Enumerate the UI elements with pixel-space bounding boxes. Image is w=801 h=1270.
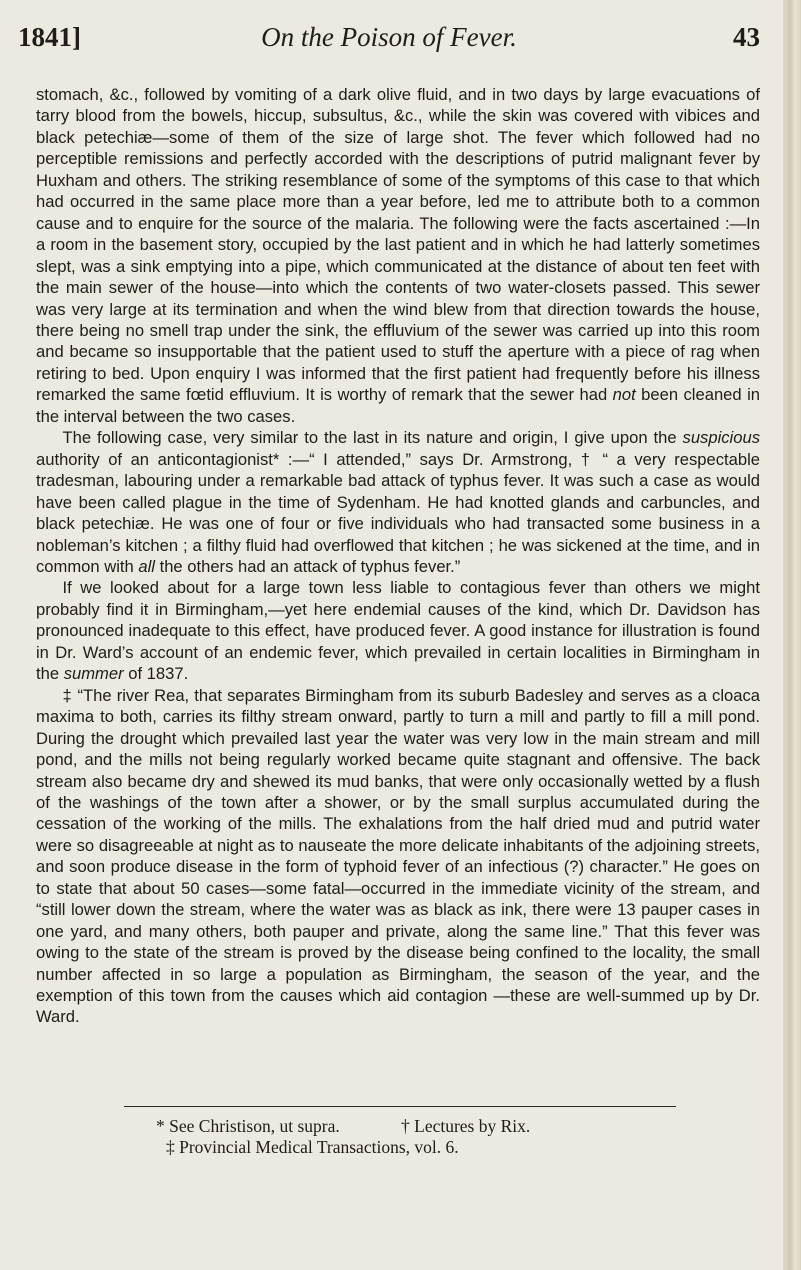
text-run: If we looked about for a large town less liable to contagious fever than others we might probably find it in Birmingham,—yet here endemial causes of the kind, which Dr. Davidson has pronounced inadequate to this effect, have produced fever. A good instance for illustration is found in Dr. Ward’s account of an endemic fever, which prevailed in certain localities in Birmingham in the [36, 578, 760, 684]
italic-text: suspicious [682, 428, 760, 448]
italic-text: summer [63, 664, 124, 684]
page-number: 43 [733, 22, 760, 52]
italic-text: not [612, 385, 636, 405]
text-run: The following case, very similar to the last in its nature and origin, I give upon the [62, 428, 683, 448]
footnote-line-2 [36, 1137, 760, 1158]
page-header [18, 22, 760, 66]
paragraph [36, 84, 760, 427]
text-run: authority of an anticontagionist* :—“ I attended,” says Dr. Armstrong, † “ a very respectable tradesman, labouring under a remarkable bad attack of typhus fever. It was such a case as would have been called plague in the time of Sydenham. He had knotted glands and carbuncles, and black petechiæ. He was one of four or five individuals who had transacted some business in a nobleman’s kitchen ; a filthy fluid had overflowed that kitchen ; he was sickened at the time, and in common with [36, 449, 760, 576]
text-run: the others had an attack of typhus fever.” [154, 556, 461, 576]
footnotes [36, 1116, 760, 1158]
paragraph [36, 427, 760, 577]
text-run: of 1837. [123, 664, 189, 684]
footnote-double-dagger: ‡ Provincial Medical Transactions, vol. 6. [166, 1137, 459, 1157]
paragraph [36, 577, 760, 684]
text-run: stomach, &c., followed by vomiting of a dark olive fluid, and in two days by large evacuations of tarry blood from the bowels, hiccup, subsultus, &c., while the skin was covered with vibices and black petechiæ—some of them of the size of large shot. The fever which followed had no perceptible remissions and perfectly accorded with the descriptions of putrid malignant fever by Huxham and others. The striking resemblance of some of the symptoms of this case to that which had occurred in the same place more than a year before, led me to attribute both to a common cause and to enquire for the source of the malaria. The following were the facts ascertained :—In a room in the basement story, occupied by the last patient and in which he had latterly sometimes slept, was a sink emptying into a pipe, which communicated at the distance of about ten feet with the main sewer of the house—into which the contents of two water-closets passed. This sewer was very large at its termination and when the wind blew from that direction towards the house, there being no smell trap under the sink, the effluvium of the sewer was carried up into this room and became so insupportable that the patient used to stuff the aperture with a piece of rag when retiring to bed. Upon enquiry I was informed that the first patient had frequently before his illness remarked the same fœtid effluvium. It is worthy of remark that the sewer had [36, 85, 760, 405]
running-title: On the Poison of Fever. [261, 22, 517, 52]
paragraph [36, 685, 760, 1028]
text-run: ‡ “The river Rea, that separates Birmingham from its suburb Badesley and serves as a cloaca maxima to both, carries its filthy stream onward, partly to turn a mill and partly to fill a mill pond. During the drought which prevailed last year the water was very low in the main stream and mill pond, and the mills not being regularly worked became quite stagnant and offensive. The back stream also became dry and shewed its mud banks, that were only occasionally wetted by a flush of the washings of the town after a shower, or by the small surplus accumulated during the cessation of the working of the mills. The exhalations from the half dried mud and putrid water were so disagreeable at night as to nauseate the more delicate inhabitants of the adjoining streets, and soon produce disease in the form of typhoid fever of an infectious (?) character.” He goes on to state that about 50 cases—some fatal—occurred in the immediate vicinity of the stream, and “still lower down the stream, where the water was as black as ink, there were 13 pauper cases in one yard, and many others, both pauper and private, along the same line.” That this fever was owing to the state of the stream is proved by the disease being confined to the locality, the small number affected in so large a population as Birmingham, the season of the year, and the exemption of this town from the causes which aid contagion —these are well-summed up by Dr. Ward. [36, 685, 760, 1027]
page-edge [783, 0, 801, 1270]
text-run: been cleaned in the interval between the two cases. [36, 385, 760, 426]
footnote-line-1 [36, 1116, 760, 1137]
footnote-dagger: † Lectures by Rix. [401, 1116, 531, 1136]
italic-text: all [138, 556, 155, 576]
body-text [36, 84, 760, 1028]
footnote-star: * See Christison, ut supra. [156, 1116, 340, 1136]
header-year: 1841] [18, 22, 81, 52]
footnote-rule [124, 1106, 676, 1107]
